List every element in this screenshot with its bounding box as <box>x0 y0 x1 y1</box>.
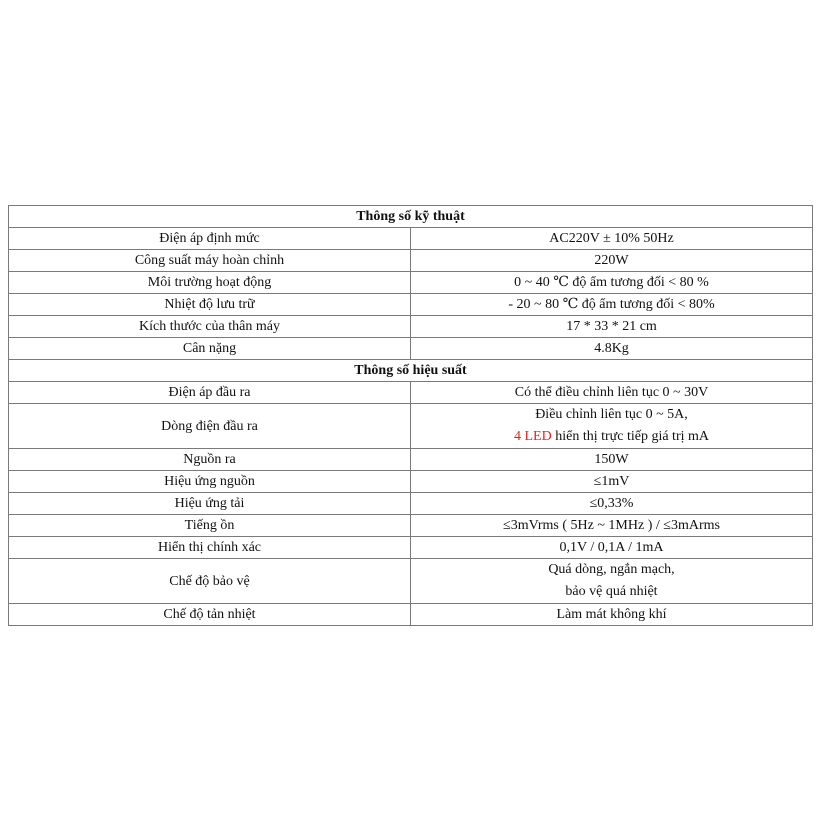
row-value-text: hiển thị trực tiếp giá trị mA <box>551 429 709 444</box>
row-value: - 20 ~ 80 ℃ độ ẩm tương đối < 80% <box>411 294 813 316</box>
row-label: Chế độ tản nhiệt <box>9 604 411 626</box>
row-value: 0,1V / 0,1A / 1mA <box>411 537 813 559</box>
led-highlight-text: 4 LED <box>514 429 552 444</box>
table-row <box>9 250 813 272</box>
row-value: 17 * 33 * 21 cm <box>411 316 813 338</box>
row-label: Tiếng ồn <box>9 515 411 537</box>
spec-table <box>8 205 813 626</box>
row-label: Chế độ bảo vệ <box>9 559 411 604</box>
row-value-line: Quá dòng, ngắn mạch, <box>548 562 675 577</box>
table-row <box>9 404 813 449</box>
row-value: 220W <box>411 250 813 272</box>
row-label: Điện áp định mức <box>9 228 411 250</box>
row-label: Công suất máy hoàn chỉnh <box>9 250 411 272</box>
row-label: Hiệu ứng tải <box>9 493 411 515</box>
row-value: ≤3mVrms ( 5Hz ~ 1MHz ) / ≤3mArms <box>411 515 813 537</box>
table-row <box>9 471 813 493</box>
row-value-line: Điều chỉnh liên tục 0 ~ 5A, <box>535 407 688 422</box>
table-row <box>9 228 813 250</box>
row-value-line <box>415 426 808 448</box>
row-value <box>411 404 813 449</box>
row-label: Hiển thị chính xác <box>9 537 411 559</box>
section-title-technical: Thông số kỹ thuật <box>9 206 813 228</box>
row-label: Hiệu ứng nguồn <box>9 471 411 493</box>
row-label: Kích thước của thân máy <box>9 316 411 338</box>
section-title-performance: Thông số hiệu suất <box>9 360 813 382</box>
table-row <box>9 493 813 515</box>
table-row <box>9 316 813 338</box>
table-row <box>9 515 813 537</box>
row-value-line: bảo vệ quá nhiệt <box>565 584 658 599</box>
row-value: Làm mát không khí <box>411 604 813 626</box>
table-row <box>9 272 813 294</box>
row-value: 150W <box>411 449 813 471</box>
row-label: Dòng điện đầu ra <box>9 404 411 449</box>
table-row <box>9 449 813 471</box>
row-label: Môi trường hoạt động <box>9 272 411 294</box>
row-value: Có thể điều chỉnh liên tục 0 ~ 30V <box>411 382 813 404</box>
row-value: ≤1mV <box>411 471 813 493</box>
row-value: AC220V ± 10% 50Hz <box>411 228 813 250</box>
row-value <box>411 559 813 604</box>
row-label: Nguồn ra <box>9 449 411 471</box>
table-row <box>9 338 813 360</box>
row-value: ≤0,33% <box>411 493 813 515</box>
table-row <box>9 604 813 626</box>
row-label: Nhiệt độ lưu trữ <box>9 294 411 316</box>
table-row <box>9 382 813 404</box>
row-value: 0 ~ 40 ℃ độ ẩm tương đối < 80 % <box>411 272 813 294</box>
row-value: 4.8Kg <box>411 338 813 360</box>
section-header-performance <box>9 360 813 382</box>
table-row <box>9 559 813 604</box>
row-label: Cân nặng <box>9 338 411 360</box>
table-row <box>9 294 813 316</box>
row-label: Điện áp đầu ra <box>9 382 411 404</box>
section-header-technical <box>9 206 813 228</box>
table-row <box>9 537 813 559</box>
